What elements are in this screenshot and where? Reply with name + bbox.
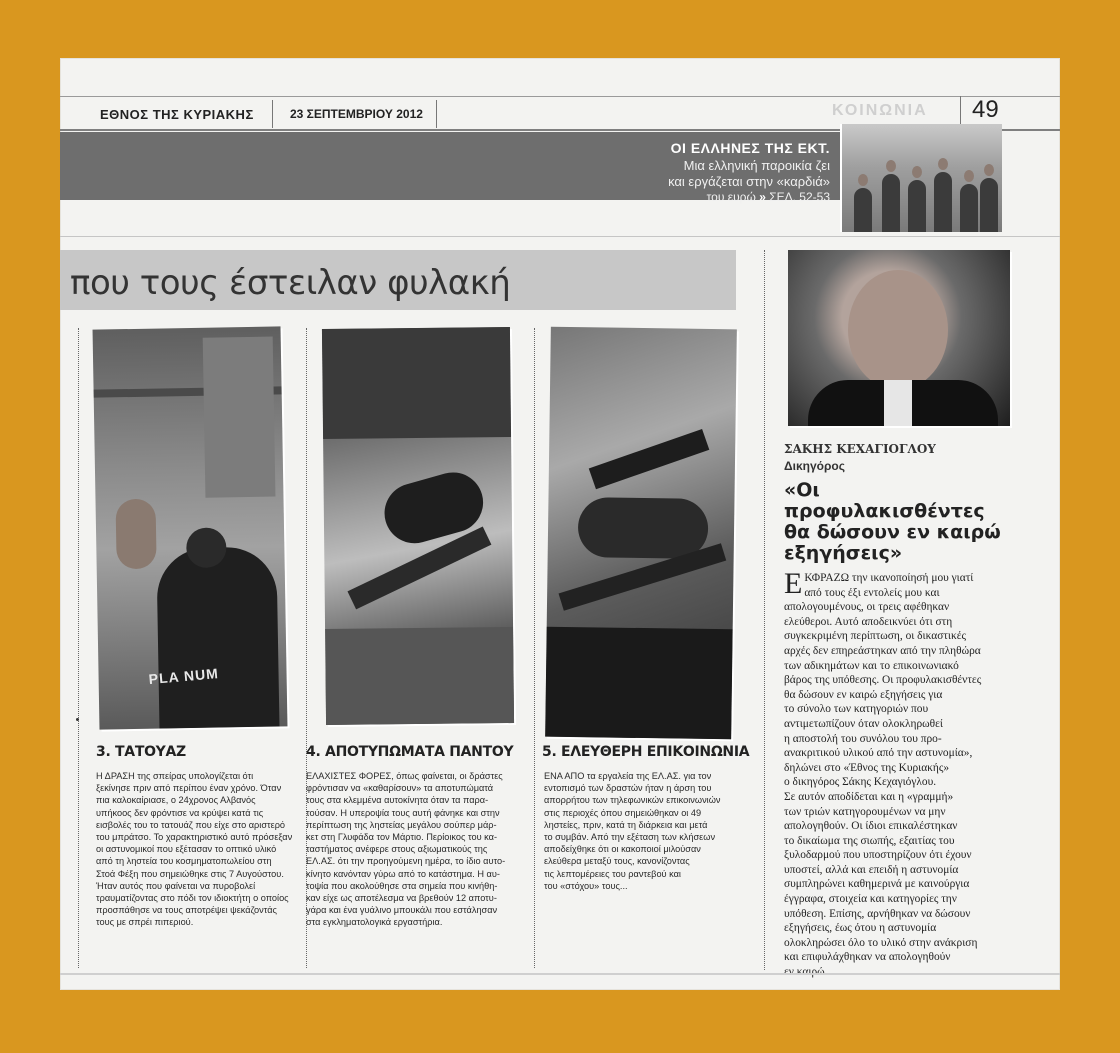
promo-line-2: και εργάζεται στην «καρδιά» xyxy=(668,174,830,189)
article-5-title: 5. ΕΛΕΥΘΕΡΗ ΕΠΙΚΟΙΝΩΝΙΑ xyxy=(542,744,750,760)
photo-lawyer-portrait xyxy=(788,250,1010,426)
interviewee-role: Δικηγόρος xyxy=(784,459,845,473)
photo-fingerprints xyxy=(322,327,514,725)
section-label: ΚΟΙΝΩΝΙΑ xyxy=(832,102,928,119)
newspaper-name: ΕΘΝΟΣ ΤΗΣ ΚΥΡΙΑΚΗΣ xyxy=(100,107,254,122)
photo-free-communication xyxy=(545,327,737,740)
article-4-title: 4. ΑΠΟΤΥΠΩΜΑΤΑ ΠΑΝΤΟΥ xyxy=(306,744,514,760)
interview-body: Ε ΚΦΡΑΖΩ την ικανοποίησή μου γιατί από τους έξι εντολείς μου και απολογουμένους, οι τρεις αφέθηκαν ελεύθεροι. Αυτό αποδεικνύει ότι στη συγκεκριμένη περίπτωση, οι δικαστικές αρχές δεν επηρεάστηκαν από την πληθώρα των αδικημάτων και το επικοινωνιακό βάρος της υπόθεσης. Οι προφυλακισθέντες θα δώσουν εν καιρώ εξηγήσεις για το σύνολο των κατηγοριών που αντιμετωπίζουν όταν ολοκληρωθεί η αποστολή του συνόλου του προ- ανακριτικού υλικού από την αστυνομία», δηλώνει στο «Έθνος της Κυριακής» ο δικηγόρος Σάκης Κεχαγιόγλου. Σε αυτόν αποδίδεται και η «γραμμή» των τριών κατηγορουμένων να μην απολογηθούν. Οι ίδιοι επικαλέστηκαν το δικαίωμα της σιωπής, εξαιτίας του ξυλοδαρμού που υποστηρίζουν ότι έχουν υποστεί, αλλά και επειδή η αστυνομία συμπληρώνει καθημερινά με καινούργια έγγραφα, στοιχεία και κατηγορίες την υπόθεση. Επίσης, αρνήθηκαν να δώσουν εξηγήσεις, έως ότου η αστυνομία ολοκληρώσει όλο το υλικό στην ανάκριση και επιφυλάχθηκαν να απολογηθούν xyxy=(784,567,982,964)
photo-tattoo-robbery xyxy=(93,326,288,729)
promo-line-3 xyxy=(707,190,830,204)
interviewee-name: ΣΑΚΗΣ ΚΕΧΑΓΙΟΓΛΟΥ xyxy=(784,442,936,456)
promo-page-ref: ΣΕΛ. 52-53 xyxy=(769,190,830,204)
page-number: 49 xyxy=(972,96,999,123)
promo-line-3-text: του ευρώ xyxy=(706,190,756,204)
article-3-body: Η ΔΡΑΣΗ της σπείρας υπολογίζεται ότι ξεκίνησε πριν από περίπου έναν χρόνο. Όταν πια καλοκαίριασε, ο 24χρονος Αλβανός υπήκοος δεν φρόντισε να κρύψει κατά τις εισβολές του το τατουάζ που είχε στο αριστερό του μπράτσο. Το χαρακτηριστικό αυτό πρόσεξαν οι αστυνομικοί που εξέτασαν το οπτικό υλικό από τη ληστεία του κοσμηματοπωλείου στη Στοά Φέξη που σημειώθηκε στις 7 Αυγούστου. Ήταν αυτός που φαίνεται να πυροβολεί τραυματίζοντας στο πόδι τον ιδιοκτήτη ο οποίος προσπάθησε να τους αποτρέψει ψεκάζοντάς τους με σπρέι πιπεριού. xyxy=(96,771,293,928)
promo-banner xyxy=(60,132,840,204)
article-3-title: 3. ΤΑΤΟΥΑΖ xyxy=(96,744,186,760)
shirt-text: PLA NUM xyxy=(148,665,220,688)
promo-line-1: Μια ελληνική παροικία ζει xyxy=(683,158,830,173)
headline: που τους έστειλαν φυλακή xyxy=(70,263,511,303)
drop-cap: Ε xyxy=(784,567,803,600)
newspaper-page xyxy=(60,58,1060,990)
article-4-body: ΕΛΑΧΙΣΤΕΣ ΦΟΡΕΣ, όπως φαίνεται, οι δράστες φρόντισαν να «καθαρίσουν» τα αποτυπώματά τους στα κλεμμένα αυτοκίνητα όταν τα παρα- τούσαν. Η υπεροψία τους αυτή φάνηκε και στην περίπτωση της ληστείας μεγάλου σούπερ μάρ- κετ στη Γλυφάδα τον Μάρτιο. Περίοικος του κα- ταστήματος ανέφερε στους αξιωματικούς της ΕΛ.ΑΣ. ότι την προηγούμενη ημέρα, το ίδιο αυτο- κίνητο κανόνταν γύρω από το κατάστημα. Η αυ- τοψία που ακολούθησε στα σημεία που κινήθη- καν είχε ως αποτέλεσμα να βρεθούν 12 αποτυ- γάρα και ένα γυάλινο μπουκάλι που εστάλησαν στα εγκληματολογικά εργαστήρια. xyxy=(306,771,506,928)
issue-date: 23 ΣΕΠΤΕΜΒΡΙΟΥ 2012 xyxy=(290,107,423,121)
pull-quote: «Οι προφυλακισθέντες θα δώσουν εν καιρώ εξηγήσεις» xyxy=(784,479,1001,564)
article-5-body: ΕΝΑ ΑΠΟ τα εργαλεία της ΕΛ.ΑΣ. για τον εντοπισμό των δραστών ήταν η άρση του απορρήτου των τηλεφωνικών επικοινωνιών στις περιοχές όπου σημειώθηκαν οι 49 ληστείες, πριν, κατά τη διάρκεια και μετά το συμβάν. Από την εξέταση των κλήσεων αποδείχθηκε ότι οι κακοποιοί μιλούσαν ελεύθερα μεταξύ τους, κανονίζοντας τις λεπτομέρειες του ραντεβού και του «στόχου» τους... xyxy=(544,771,721,891)
double-chevron-icon: » xyxy=(759,190,770,204)
promo-photo xyxy=(840,124,1002,232)
promo-title: ΟΙ ΕΛΛΗΝΕΣ ΤΗΣ ΕΚΤ. xyxy=(670,140,830,156)
